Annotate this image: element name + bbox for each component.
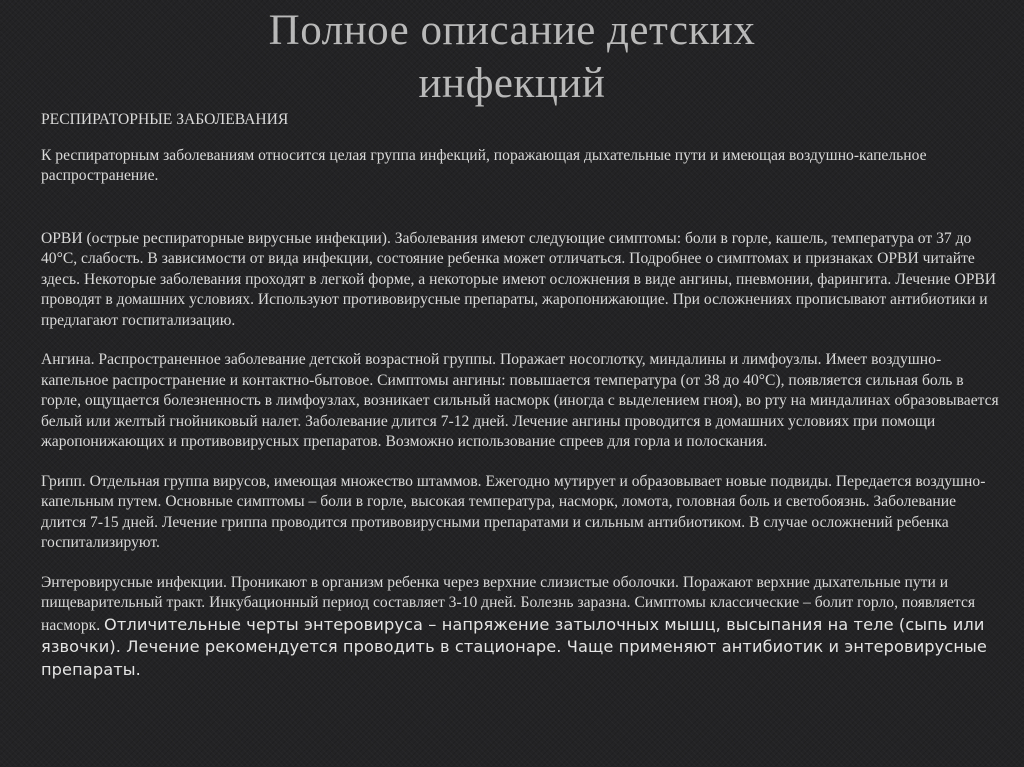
page-title [0,4,1024,110]
section-heading: РЕСПИРАТОРНЫЕ ЗАБОЛЕВАНИЯ [41,111,289,128]
enterovirus-text-serif: Энтеровирусные инфекции. Проникают в организм ребенка через верхние слизистые оболочки. Поражают верхние дыхательные пути и пищеварительный тракт. Инкубационный период составляет 3-10 дней. Болезнь заразна. Симптомы классические – болит горло, появляется насморк. [41,573,976,634]
paragraph-orvi: ОРВИ (острые респираторные вирусные инфекции). Заболевания имеют следующие симптомы: боли в горле, кашель, температура от 37 до 40°С, слабость. В зависимости от вида инфекции, состояние ребенка может отличаться. Подробнее о симптомах и признаках ОРВИ читайте здесь. Некоторые заболевания проходят в легкой форме, а некоторые имеют осложнения в виде ангины, пневмонии, фарингита. Лечение ОРВИ проводят в домашних условиях. Используют противовирусные препараты, жаропонижающие. При осложнениях прописывают антибиотики и предлагают госпитализацию. [41,229,997,329]
enterovirus-text-sans: Отличительные черты энтеровируса – напряжение затылочных мышц, высыпания на теле (сыпь или язвочки). Лечение рекомендуется проводить в стационаре. Чаще применяют антибиотик и энтеровирусные препараты. [41,614,987,679]
title-line-2: инфекций [418,60,606,107]
paragraph-angina: Ангина. Распространенное заболевание детской возрастной группы. Поражает носоглотку, миндалины и лимфоузлы. Имеет воздушно-капельное распространение и контактно-бытовое. Симптомы ангины: повышается температура (от 38 до 40°С), появляется сильная боль в горле, ощущается болезненность в лимфоузлах, возникает сильный насморк (иногда с выделением гноя), во рту на миндалинах образовывается белый или желтый гнойниковый налет. Заболевание длится 7-12 дней. Лечение ангины проводится в домашних условиях при помощи жаропонижающих и противовирусных препаратов. Возможно использование спреев для горла и полоскания. [41,351,999,450]
title-line-1: Полное описание детских [268,7,756,54]
paragraph-flu: Грипп. Отдельная группа вирусов, имеющая множество штаммов. Ежегодно мутирует и образовывает новые подвиды. Передается воздушно-капельным путем. Основные симптомы – боли в горле, высокая температура, насморк, ломота, головная боль и светобоязнь. Заболевание длится 7-15 дней. Лечение гриппа проводится противовирусными препаратами и сильным антибиотиком. В случае осложнений ребенка госпитализируют. [41,472,986,551]
paragraph-intro: К респираторным заболеваниям относится целая группа инфекций, поражающая дыхательные пути и имеющая воздушно-капельное распространение. [41,146,927,184]
paragraph-enterovirus [41,573,1001,682]
slide-body [41,110,1001,681]
